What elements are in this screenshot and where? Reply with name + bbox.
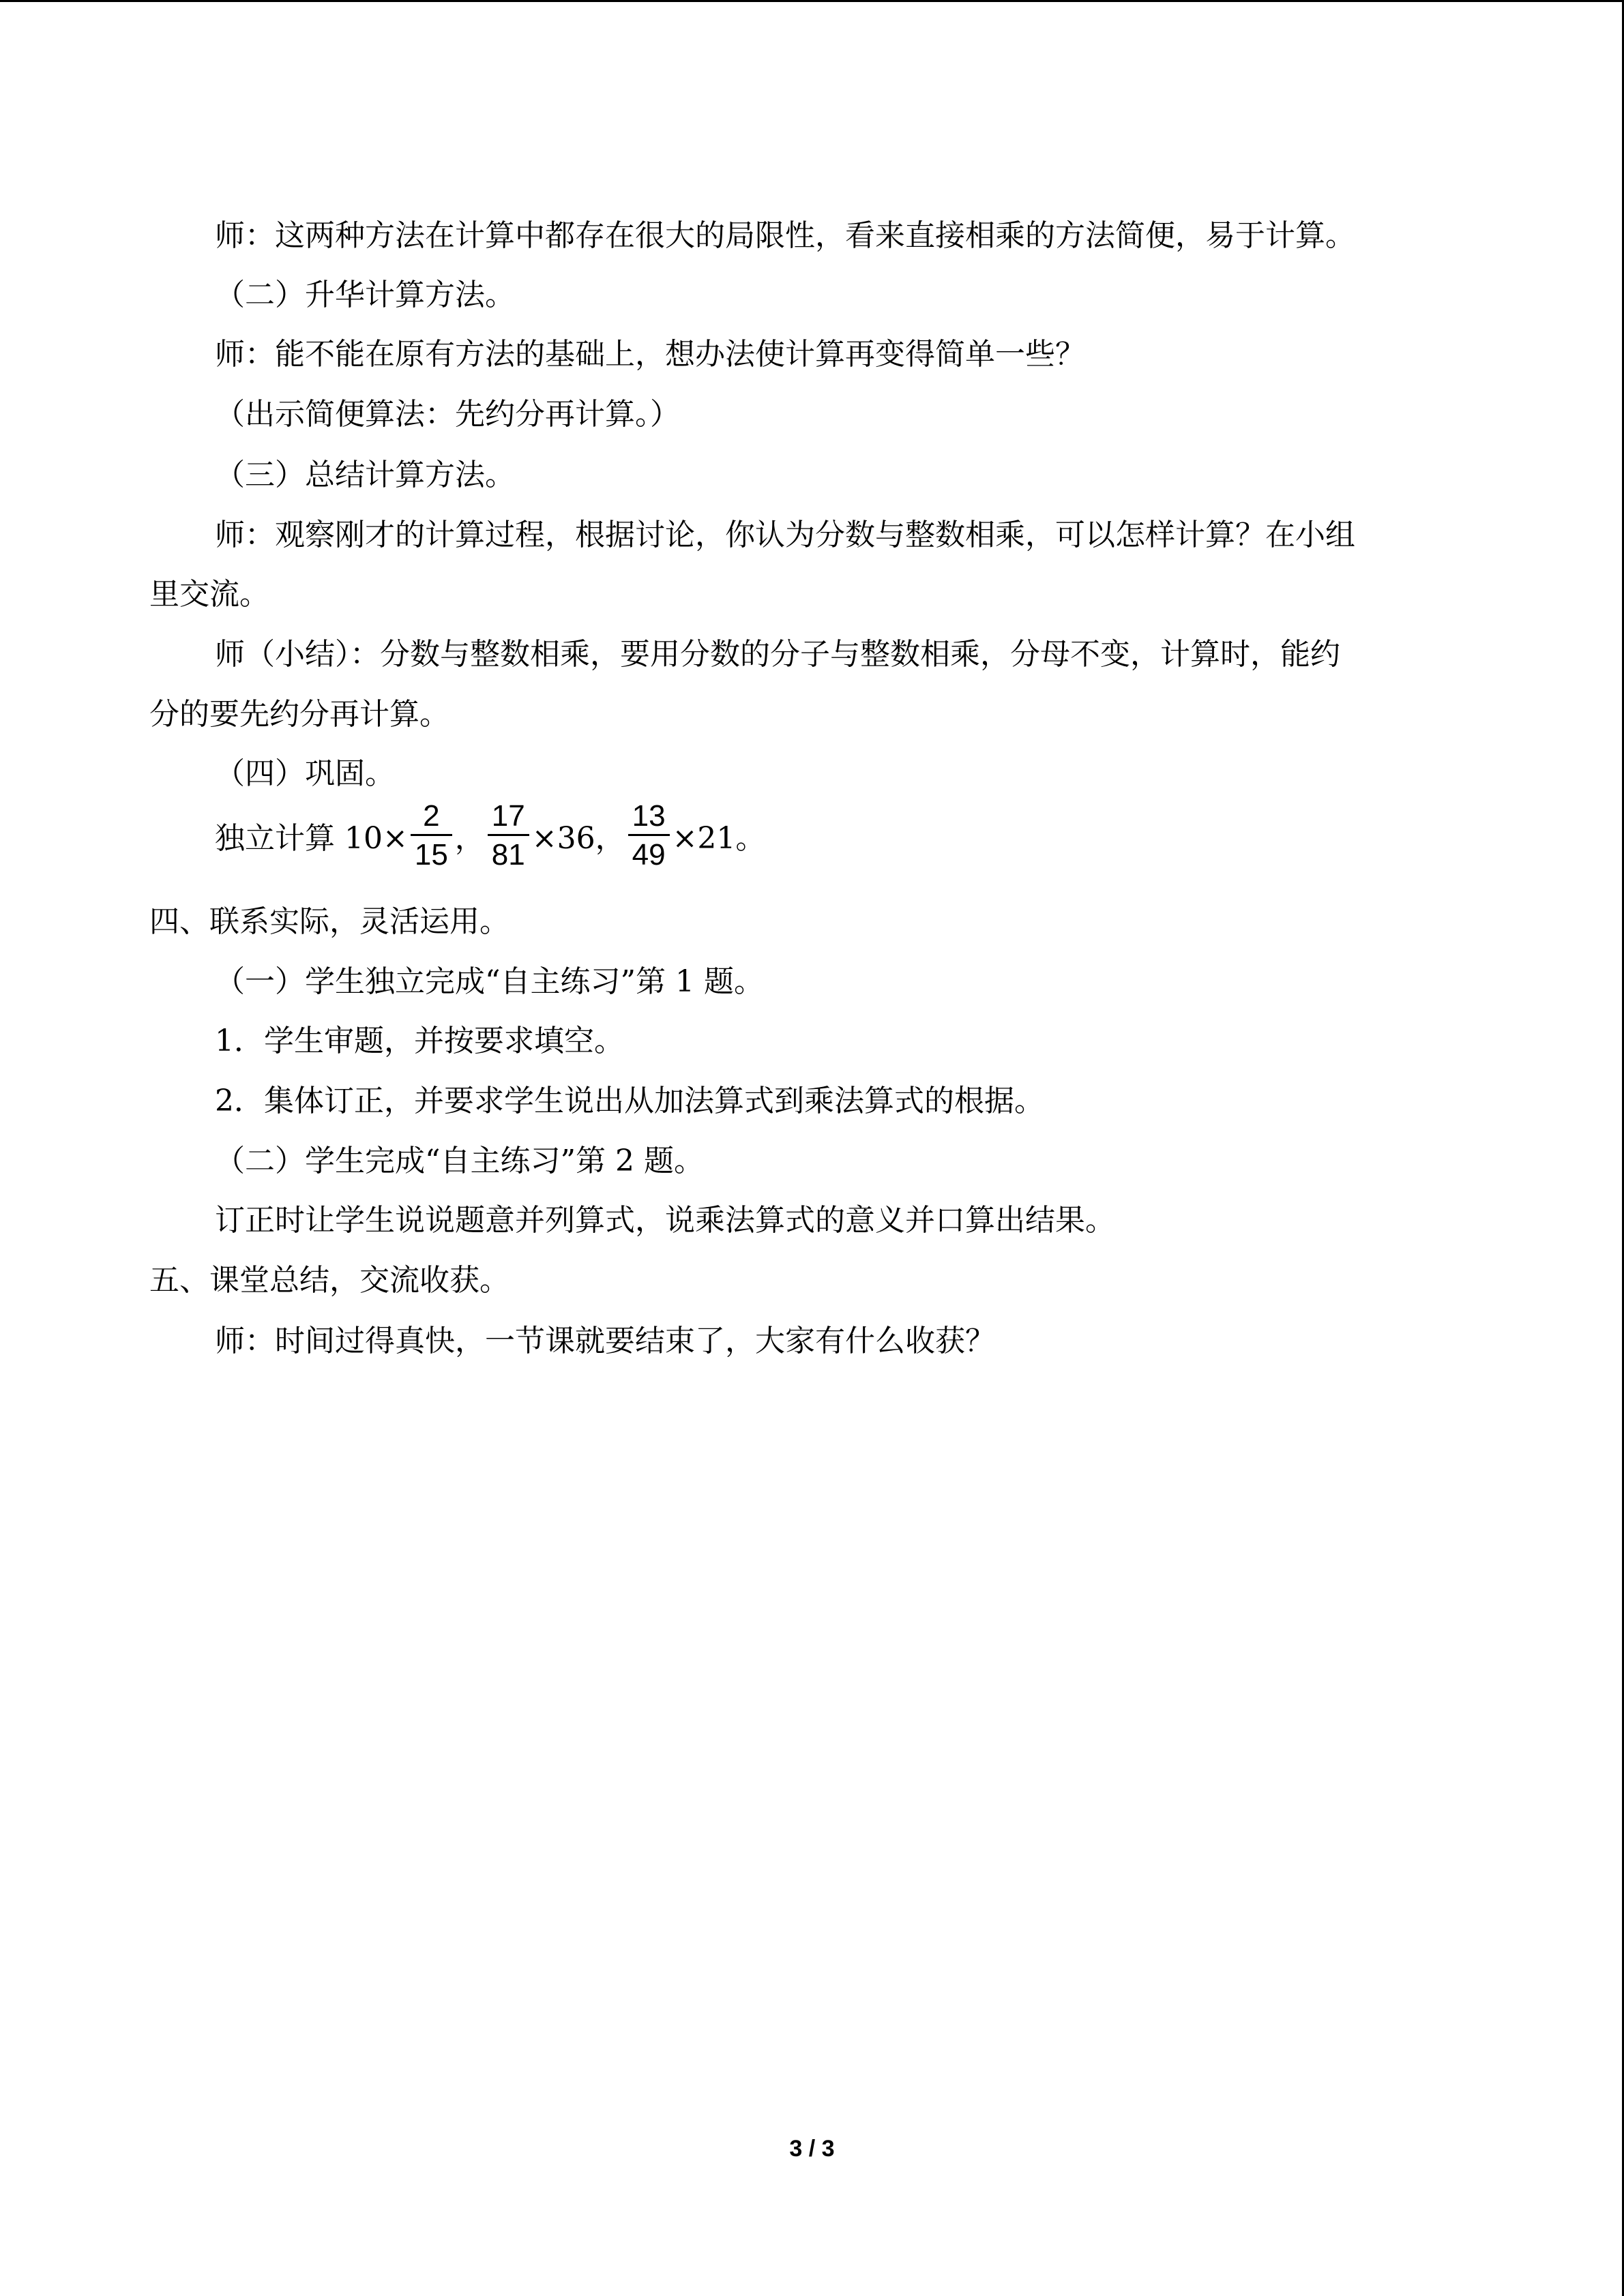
paragraph-teacher-limitation: 师：这两种方法在计算中都存在很大的局限性，看来直接相乘的方法简便，易于计算。	[215, 218, 1355, 253]
section-heading-apply: 四、联系实际，灵活运用。	[149, 904, 510, 939]
list-item-1: 1．学生审题，并按要求填空。	[215, 1024, 624, 1058]
exercise-suffix: ×21。	[672, 821, 766, 856]
paragraph-observe-line1: 师：观察刚才的计算过程，根据讨论，你认为分数与整数相乘，可以怎样计算？在小组	[215, 518, 1355, 552]
page-number: 3 / 3	[789, 2136, 835, 2162]
fraction-13-49	[628, 799, 670, 874]
section-heading-summary: 五、课堂总结，交流收获。	[149, 1263, 510, 1298]
paragraph-simple-method: （出示简便算法：先约分再计算。）	[215, 397, 680, 432]
paragraph-summary-line2: 分的要先约分再计算。	[149, 697, 449, 732]
exercise-separator: ，	[454, 821, 485, 856]
fraction-17-81	[488, 799, 529, 874]
paragraph-observe-line2: 里交流。	[149, 577, 269, 612]
paragraph-closing: 师：时间过得真快，一节课就要结束了，大家有什么收获？	[215, 1324, 995, 1358]
fraction-numerator: 13	[628, 799, 670, 836]
fraction-denominator: 15	[414, 838, 448, 871]
fraction-2-15	[411, 799, 452, 874]
fraction-denominator: 49	[632, 838, 666, 871]
paragraph-summary-line1: 师（小结）：分数与整数相乘，要用分数的分子与整数相乘，分母不变，计算时，能约	[215, 637, 1340, 672]
paragraph-teacher-question: 师：能不能在原有方法的基础上，想办法使计算再变得简单一些？	[215, 337, 1085, 372]
exercise-prefix: 独立计算 10×	[215, 821, 408, 856]
exercise-middle: ×36，	[531, 821, 625, 856]
fraction-numerator: 17	[488, 799, 529, 836]
page-top-border	[0, 0, 1624, 2]
section-heading-3: （三）总结计算方法。	[215, 458, 515, 492]
list-item-2: 2．集体订正，并要求学生说出从加法算式到乘法算式的根据。	[215, 1084, 1044, 1118]
section-heading-2: （二）升华计算方法。	[215, 278, 515, 312]
section-heading-4: （四）巩固。	[215, 756, 395, 791]
exercise-line	[215, 791, 765, 886]
fraction-numerator: 2	[411, 799, 452, 836]
paragraph-practice-2: （二）学生完成“自主练习”第 2 题。	[215, 1144, 704, 1178]
fraction-denominator: 81	[491, 838, 525, 871]
paragraph-correction: 订正时让学生说说题意并列算式，说乘法算式的意义并口算出结果。	[215, 1203, 1115, 1238]
paragraph-practice-1: （一）学生独立完成“自主练习”第 1 题。	[215, 964, 764, 999]
